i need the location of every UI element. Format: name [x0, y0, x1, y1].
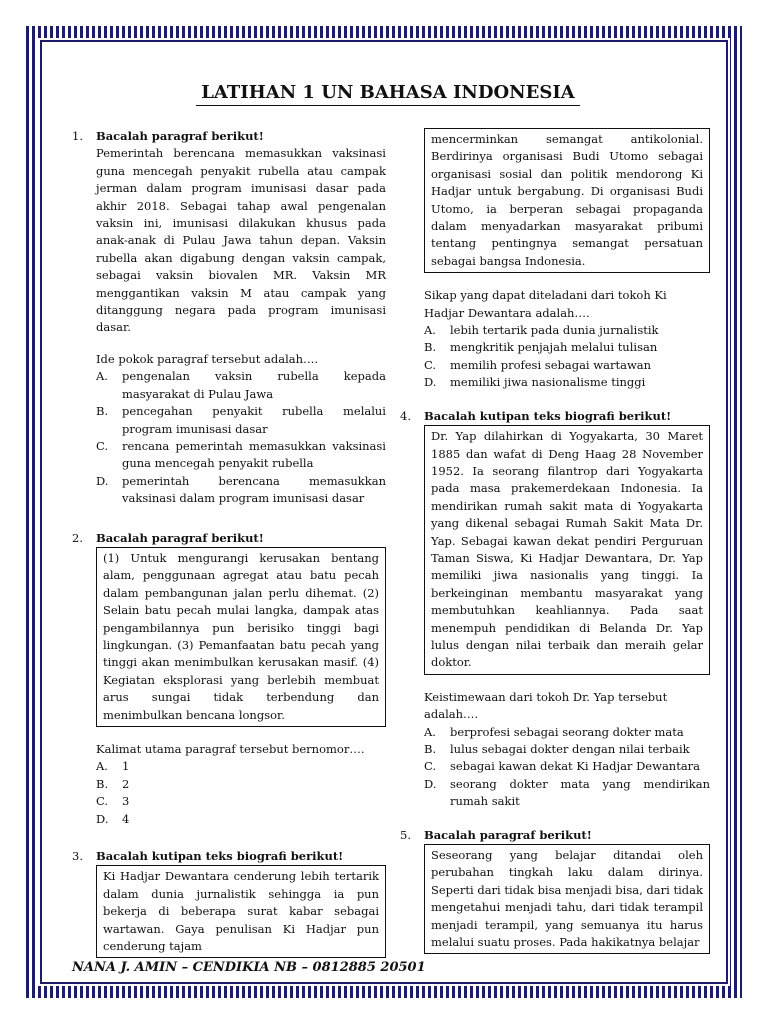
page-title: LATIHAN 1 UN BAHASA INDONESIA	[196, 82, 580, 106]
question-number: 4.	[400, 408, 411, 423]
question-heading: Bacalah paragraf berikut!	[96, 530, 264, 545]
question-2	[72, 530, 386, 829]
question-number: 2.	[72, 530, 83, 545]
reading-box: (1) Untuk mengurangi kerusakan bentang alam, penggunaan agregat atau batu pecah dalam pembangunan jalan perlu dihemat. (2) Selain batu pecah mulai langka, dampak atas pengambilannya pun berisiko tinggi bagi lingkungan. (3) Pemanfaatan batu pecah yang tinggi akan menimbulkan kerusakan masif. (4) Kegiatan eksplorasi yang berlebih membuat arus sungai tidak terbendung dan menimbulkan bencana longsor.	[96, 547, 386, 727]
option[interactable]	[424, 339, 710, 356]
option-letter: C.	[424, 759, 437, 774]
reading-box-continued: mencerminkan semangat antikolonial. Berdirinya organisasi Budi Utomo sebagai organisasi sosial dan politik mendorong Ki Hadjar untuk bergabung. Di organisasi Budi Utomo, ia berperan sebagai propaganda dalam menyadarkan masyarakat pribumi tentang pentingnya semangat persatuan sebagai bangsa Indonesia.	[424, 128, 710, 273]
right-column	[400, 128, 710, 954]
option[interactable]	[424, 776, 710, 811]
option-letter: C.	[96, 438, 109, 453]
option-letter: D.	[96, 473, 109, 488]
option-text: pencegahan penyakit rubella melalui program imunisasi dasar	[122, 404, 386, 436]
question-3	[72, 848, 386, 958]
option-text: 2	[122, 776, 130, 791]
question-text: Sikap yang dapat diteladani dari tokoh Ki Hadjar Dewantara adalah….	[424, 288, 667, 320]
option[interactable]	[424, 741, 710, 758]
option[interactable]	[424, 322, 710, 339]
question-heading: Bacalah paragraf berikut!	[96, 129, 264, 143]
option-text: sebagai kawan dekat Ki Hadjar Dewantara	[450, 759, 701, 774]
option-text: lebih tertarik pada dunia jurnalistik	[450, 323, 659, 338]
option[interactable]	[96, 368, 386, 403]
reading-box: Ki Hadjar Dewantara cenderung lebih tertarik dalam dunia jurnalistik sehingga ia pun bekerja di beberapa surat kabar sebagai wartawan. Gaya penulisan Ki Hadjar pun cenderung tajam	[96, 865, 386, 958]
option[interactable]	[96, 473, 386, 508]
option-text: rencana pemerintah memasukkan vaksinasi guna mencegah penyakit rubella	[122, 438, 386, 471]
option-letter: A.	[424, 724, 436, 739]
option-text: pemerintah berencana memasukkan vaksinasi dalam program imunisasi dasar	[122, 473, 386, 506]
question-number: 5.	[400, 827, 411, 842]
option[interactable]	[96, 758, 386, 775]
option-letter: D.	[424, 375, 437, 390]
question-number: 1.	[72, 129, 83, 143]
option-letter: B.	[96, 776, 109, 791]
option-letter: B.	[424, 340, 437, 355]
option-text: lulus sebagai dokter dengan nilai terbaik	[450, 742, 690, 756]
option[interactable]	[96, 776, 386, 793]
option-letter: A.	[96, 369, 108, 384]
option-letter: B.	[96, 404, 109, 419]
option-text: pengenalan vaksin rubella kepada masyarakat di Pulau Jawa	[122, 369, 386, 401]
option[interactable]	[96, 811, 386, 828]
question-5	[400, 827, 710, 955]
option[interactable]	[96, 438, 386, 473]
option-letter: C.	[424, 357, 437, 372]
option[interactable]	[96, 793, 386, 810]
answer-options	[424, 724, 710, 811]
option-text: 4	[122, 811, 130, 826]
question-heading: Bacalah paragraf berikut!	[424, 827, 592, 842]
question-text: Ide pokok paragraf tersebut adalah….	[96, 351, 319, 366]
option-letter: A.	[96, 759, 108, 774]
option-letter: D.	[424, 776, 437, 791]
option[interactable]	[424, 374, 710, 391]
answer-options	[96, 758, 386, 828]
option-text: seorang dokter mata yang mendirikan rumah sakit	[450, 776, 710, 809]
reading-box: Seseorang yang belajar ditandai oleh perubahan tingkah laku dalam dirinya. Seperti dari tidak bisa menjadi bisa, dari tidak mengetahui menjadi tahu, dari tidak terampil menjadi terampil, yang semuanya itu harus melalui suatu proses. Pada hakikatnya belajar	[424, 844, 710, 954]
question-number: 3.	[72, 849, 83, 864]
option[interactable]	[424, 357, 710, 374]
option-letter: A.	[424, 323, 436, 338]
question-1	[72, 128, 386, 508]
option-text: memilih profesi sebagai wartawan	[450, 357, 652, 372]
footer-credit: NANA J. AMIN – CENDIKIA NB – 0812885 20501	[72, 960, 426, 975]
option[interactable]	[424, 724, 710, 741]
option-letter: B.	[424, 742, 437, 756]
question-4	[400, 408, 710, 811]
option-text: 1	[122, 759, 130, 774]
left-column	[72, 128, 386, 958]
option[interactable]	[96, 403, 386, 438]
option-letter: C.	[96, 794, 109, 809]
option-text: berprofesi sebagai seorang dokter mata	[450, 724, 684, 739]
option-text: mengkritik penjajah melalui tulisan	[450, 340, 658, 355]
option-text: memiliki jiwa nasionalisme tinggi	[450, 375, 646, 390]
question-text: Keistimewaan dari tokoh Dr. Yap tersebut adalah….	[424, 689, 668, 722]
question-text: Kalimat utama paragraf tersebut bernomor….	[96, 742, 365, 756]
option[interactable]	[424, 758, 710, 775]
reading-box: Dr. Yap dilahirkan di Yogyakarta, 30 Maret 1885 dan wafat di Deng Haag 28 November 1952. Ia seorang filantrop dari Yogyakarta pada masa prakemerdekaan Indonesia. Ia mendirikan rumah sakit mata di Yogyakarta yang dikenal sebagai Rumah Sakit Mata Dr. Yap. Sebagai kawan dekat pendiri Perguruan Taman Siswa, Ki Hadjar Dewantara, Dr. Yap memiliki jiwa nasionalis yang tinggi. Ia berkeinginan membantu masyarakat yang membutuhkan keahliannya. Pada saat menempuh pendidikan di Belanda Dr. Yap lulus dengan nilai terbaik dan meraih gelar doktor.	[424, 425, 710, 675]
question-heading: Bacalah kutipan teks biografi berikut!	[424, 408, 672, 423]
reading-paragraph: Pemerintah berencana memasukkan vaksinasi guna mencegah penyakit rubella atau campak jerman dalam program imunisasi dasar pada akhir 2018. Sebagai tahap awal pengenalan vaksin ini, imunisasi dilakukan khusus pada anak-anak di Pulau Jawa tahun depan. Vaksin rubella akan digabung dengan vaksin campak, sebagai vaksin biovalen MR. Vaksin MR menggantikan vaksin M atau campak yang ditanggung negara pada program imunisasi dasar.	[96, 146, 386, 335]
option-letter: D.	[96, 811, 109, 826]
question-heading: Bacalah kutipan teks biografi berikut!	[96, 849, 344, 864]
answer-options	[96, 368, 386, 507]
answer-options	[424, 322, 710, 392]
option-text: 3	[122, 794, 130, 809]
